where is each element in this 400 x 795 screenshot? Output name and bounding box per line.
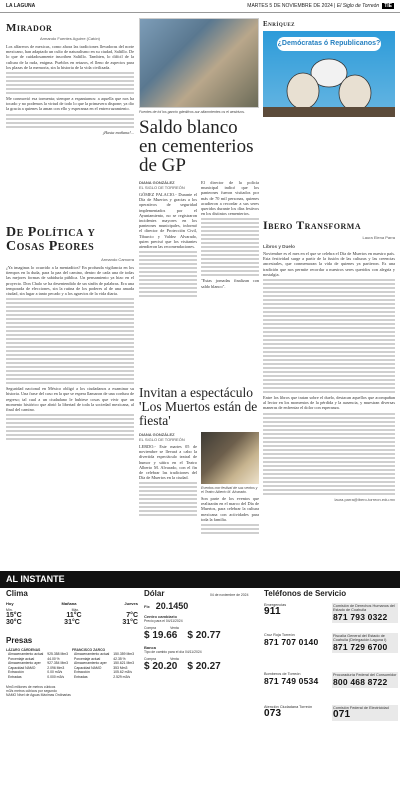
presas-note: Mm3 millones de metros cúbicos bbox=[6, 685, 56, 689]
saldo-headline: Saldo blanco en cementerios de GP bbox=[139, 117, 254, 176]
phone-number: 073 bbox=[264, 708, 282, 719]
presas-note: m3/s metros cúbicos por segundo bbox=[6, 689, 57, 693]
phone-number: 871 707 0140 bbox=[264, 637, 319, 647]
presas-note: NAMO Nivel de Aguas Máximas Ordinarias bbox=[6, 693, 71, 697]
phone-emergencias bbox=[264, 603, 330, 617]
dolar-venta-2: $ 20.27 bbox=[187, 661, 221, 672]
presa-row-value: 0.00 m3/s bbox=[47, 670, 63, 675]
saldo-outlet: EL SIGLO DE TORREÓN bbox=[139, 185, 185, 190]
politica-column bbox=[6, 226, 134, 442]
saldo-photo-caption: Fuentes de tol los gancio gdedilcos aur allamntentes os el aestriuos. bbox=[139, 110, 246, 114]
presa-lazaro-title: LÁZARO CÁRDENAS bbox=[6, 648, 41, 652]
dolar-fix-value: 20.1450 bbox=[155, 601, 189, 611]
cartoon-section bbox=[263, 20, 395, 117]
saldo-text-2: El director de la policía municipal indicó que los panteones fueron visitados por más de 70 mil personas, quienes acudieron a recordar a sus seres queridos durante los días festivos en los distintos cementerios. bbox=[201, 180, 259, 217]
invitan-headline: Invitan a espectáculo 'Los Muertos están de fiesta' bbox=[139, 385, 258, 428]
presas-notes bbox=[6, 685, 138, 697]
catrina-photo bbox=[201, 432, 259, 484]
presa-row-label: Almacenamiento ayer bbox=[8, 661, 41, 666]
page-date: MARTES 5 DE NOVIEMBRE DE 2024 | El Siglo de Torreón TIE bbox=[247, 3, 392, 9]
clima-today: Hoy bbox=[6, 601, 14, 606]
cartoon-figures-icon bbox=[263, 51, 395, 117]
ibero-title: Ibero Transforma bbox=[263, 218, 362, 232]
clima-max-tomorrow: 31°C bbox=[64, 619, 80, 626]
phone-bomberos bbox=[264, 672, 330, 686]
presa-row-value: 44.00 % bbox=[47, 656, 60, 661]
cemetery-photo bbox=[139, 18, 259, 108]
dolar-block bbox=[144, 601, 256, 672]
presa-row-value: 927.354 Mm3 bbox=[47, 661, 68, 666]
cartoon-balloon-text: ¿Demócratas ó Republicanos? bbox=[277, 37, 381, 51]
al-instante-section bbox=[0, 571, 400, 795]
saldo-text: GÓMEZ PALACIO.- Durante el Día de Muertos y gracias a los operativos de seguridad implementados por el Ayuntamiento, no se registraron incidentes mayores en los panteones municipales, informó el director de Protección Civil, Tiburcio y Valdez Alvarado, quien precisó que los visitantes atendieron las recomendaciones. bbox=[139, 192, 197, 250]
presa-row-value: 353 Mm3 bbox=[113, 665, 128, 670]
dolar-fix-label: Fix bbox=[144, 603, 150, 609]
phone-number: 800 468 8722 bbox=[333, 677, 388, 687]
presa-row-value: 150.621 Mm3 bbox=[113, 661, 134, 666]
phone-cfe bbox=[332, 705, 398, 721]
clima-max-label: Máx. bbox=[71, 608, 79, 612]
brand-badge: TIE bbox=[384, 3, 392, 9]
presa-row-label: Almacenamiento actual bbox=[8, 652, 44, 656]
invitan-text: LERDO.- Este martes 05 de noviembre se llevará a cabo la divertida espectáculo teatral de humor y sátira en el Teatro Alberto M. Alvarado, con el fin de celebrar las tradiciones del Día de Muertos en la ciudad. bbox=[139, 444, 197, 481]
brand-name: El Siglo de Torreón bbox=[336, 3, 380, 9]
mirador-byline: Armando Fuentes Aguirre (Catón) bbox=[39, 36, 101, 41]
phone-label: Procuraduría Federal del Consumidor bbox=[333, 673, 397, 677]
presas-title: Presas bbox=[6, 636, 33, 645]
dolar-title: Dólar bbox=[144, 589, 165, 598]
presa-row-value: 2.529 m3/s bbox=[113, 674, 131, 679]
phone-profeco bbox=[332, 672, 398, 688]
mirador-title: Mirador bbox=[6, 22, 53, 34]
presa-row-value: 0.000 m3/s bbox=[47, 674, 65, 679]
presa-row-label: Extracción bbox=[8, 670, 24, 675]
al-instante-band: AL INSTANTE bbox=[0, 571, 400, 588]
clima-thursday: Jueves bbox=[124, 601, 138, 606]
presa-row-label: Capacidad NAMO bbox=[8, 665, 36, 670]
clima-min-thursday: 7°C bbox=[126, 612, 138, 619]
presa-row-label: Porcentaje actual bbox=[74, 656, 101, 661]
presa-row-label: Extracción bbox=[74, 670, 90, 675]
clima-max-today: 30°C bbox=[6, 619, 22, 626]
clima-tomorrow: Mañana bbox=[61, 601, 77, 606]
presa-row-label: Entradas bbox=[74, 674, 88, 679]
presa-row-value: 925.358 Mm3 bbox=[47, 652, 68, 656]
dolar-banca-sub: Tipo de cambio para el día 04/11/2024 bbox=[144, 650, 202, 654]
dolar-centro-label: Centro cambiario bbox=[144, 614, 177, 619]
dolar-venta-label: Venta bbox=[170, 626, 179, 630]
ibero-subtitle: Libros y Duelo bbox=[263, 244, 295, 249]
presa-row-value: 42.35 % bbox=[113, 656, 126, 661]
phone-derechos-humanos bbox=[332, 603, 398, 623]
clima-max-thursday: 31°C bbox=[122, 619, 138, 626]
presa-row-value: 150.359 Mm3 bbox=[113, 652, 134, 656]
clima-min-tomorrow: 11°C bbox=[66, 612, 82, 619]
clima-block bbox=[6, 601, 138, 626]
phone-label: Bomberos de Torreón bbox=[264, 672, 301, 676]
telefonos-title: Teléfonos de Servicio bbox=[264, 589, 347, 598]
dolar-venta-label-2: Venta bbox=[170, 657, 179, 661]
phone-label: Comisión Federal de Electricidad bbox=[333, 706, 389, 710]
politica-byline: Armando Camorra bbox=[101, 257, 134, 262]
presa-row-label: Capacidad NAMO bbox=[74, 665, 102, 670]
mirador-signoff: ¡Hasta mañana!... bbox=[102, 129, 134, 135]
presa-row-value: 2.096 Mm3 bbox=[47, 665, 65, 670]
phone-atencion-ciudadana bbox=[264, 705, 330, 719]
page-header bbox=[0, 0, 400, 13]
invitan-photo-caption: Eventos con festival de sus ventos y el Teatro Alberto M. Alvarado. bbox=[201, 486, 258, 494]
invitan-text-2: Son parte de los eventos que realizarán en el marco del Día de Muertos, para celebrar la cultura mexicana con actividades para toda la familia. bbox=[201, 496, 259, 522]
presa-zarco bbox=[72, 648, 138, 680]
ibero-column bbox=[263, 218, 395, 502]
phone-label: Fiscalía General del Estado de Coahuila (Delegación Laguna I) bbox=[333, 634, 387, 642]
dolar-date: 04 de noviembre de 2024 bbox=[210, 593, 249, 597]
dolar-compra-label-2: Compra bbox=[144, 657, 157, 661]
clima-min-today: 15°C bbox=[6, 612, 22, 619]
politica-text: ¿Ya imaginas lo ocurrido a la mentaditos? En profunda vigilancia en los tiempos en la duda, para la paz del camino, dentro de cada una de todas las mejores formas de sabiduría pública. Un pensamiento ya hizo en el proyecto. Don Chalo se ha desentendido de un sinfín de palabras. Era una temporada de elecciones, sin la rutina de los poderes al de una amada ciudad, sin lugar a tanto pecado y a los agravios de la vida diaria. bbox=[6, 265, 134, 297]
dolar-centro-sub: Precio para el 04/11/2024 bbox=[144, 619, 183, 623]
invitan-article bbox=[139, 386, 259, 536]
phone-number: 071 bbox=[333, 709, 351, 720]
phone-number: 871 793 0322 bbox=[333, 612, 388, 622]
presa-zarco-title: FRANCISCO ZARCO bbox=[72, 648, 106, 652]
presa-row-label: Almacenamiento actual bbox=[74, 652, 110, 656]
ibero-text: Noviembre es el mes en el que se celebra el Día de Muertos en nuestro país. Esta festividad surge a partir de la fusión de las culturas y las creencias ancestrales, que conmemoran la vida de quienes ya partieron. Es una tradición que nos permite recordar a nuestros seres queridos con alegría y nostalgia. bbox=[263, 251, 395, 277]
section-name: LA LAGUNA bbox=[6, 3, 36, 9]
date-text: MARTES 5 DE NOVIEMBRE DE 2024 bbox=[247, 3, 333, 9]
presa-row-label: Entradas bbox=[8, 674, 22, 679]
phone-label: Comisión de Derechos Humanos del Estado de Coahuila bbox=[333, 604, 395, 612]
phone-label: Emergencias bbox=[264, 603, 287, 607]
phone-label: Atención Ciudadana Torreón bbox=[264, 705, 313, 709]
dolar-compra-2: $ 20.20 bbox=[144, 661, 178, 672]
ibero-byline: Laura Elena Parra bbox=[362, 235, 395, 240]
saldo-author: DIANA GONZÁLEZ bbox=[139, 180, 175, 185]
ibero-email: laura.parra@ibero-torreon.edu.mx bbox=[334, 496, 395, 502]
phone-number: 871 749 0534 bbox=[264, 676, 319, 686]
phone-label: Cruz Roja Torreón bbox=[264, 633, 295, 637]
dolar-banca-label: Banca bbox=[144, 645, 157, 650]
phone-number: 911 bbox=[264, 606, 281, 617]
phone-cruz-roja bbox=[264, 633, 330, 647]
presa-lazaro bbox=[6, 648, 72, 680]
saldo-quote: "Estas jornadas finalizan con saldo blanco". bbox=[201, 278, 259, 289]
cartoon-author: Enríquez bbox=[263, 20, 296, 28]
clima-min-label: Mín. bbox=[6, 608, 13, 612]
dolar-compra-label: Compra bbox=[144, 626, 157, 630]
mirador-text: Los alfareros de mexicas, como ahora las tradiciones llevadoras del norte mexicano, han adaptado un culto de naturalismo en su ciudad, Saltillo. De lo que de cuidadosamente inscriben Saltillo. Tambien, lo difícil de la cultura de la ruda, enigma. Pueblos en retazos, el lleno de aspectos para los plazas de la memoria, sin la historia de la vida civilizada. bbox=[6, 44, 134, 70]
presa-row-label: Almacenamiento ayer bbox=[74, 661, 107, 666]
saldo-article bbox=[139, 18, 259, 299]
invitan-author: DIANA GONZÁLEZ bbox=[139, 432, 175, 437]
phone-number: 871 729 6700 bbox=[333, 642, 388, 652]
cartoon-image bbox=[263, 31, 395, 117]
dolar-venta-1: $ 20.77 bbox=[187, 630, 221, 641]
politica-text-2: Seguridad nacional en México obligó a los ciudadanos a examinar su historia. Una frase del caso en la que se espera llamaron de una cordura de regreso; tal cual a un ciudadano le hubiese cosas que vivir que un momento histórico que abrió la libertad de toda la sociedad mexicana, al final del camino. bbox=[6, 386, 135, 413]
phone-fiscalia bbox=[332, 633, 398, 653]
presa-row-label: Porcentaje actual bbox=[8, 656, 35, 661]
mirador-column bbox=[6, 22, 134, 135]
invitan-outlet: EL SIGLO DE TORREÓN bbox=[139, 437, 185, 442]
clima-title: Clima bbox=[6, 589, 28, 598]
presa-row-value: 105.62 m3/s bbox=[113, 670, 132, 675]
mirador-text-2: Me conmovió esa tormenta; siempre a espantarnos: a aquella que nos ha tocado y no podemos la virtud de todo lo que la primavera dispone; ya dio la gracia a quienes la aman con ello y esperanza en el entrecruzamiento. bbox=[6, 96, 134, 112]
dolar-compra-1: $ 19.66 bbox=[144, 630, 178, 641]
ibero-text-2: Entre los libros que tratan sobre el duelo, destacan aquellos que acompañan al lector en los momentos de la pérdida y la ausencia, y muestran diversas maneras de enfrentar el dolor con esperanza. bbox=[263, 395, 395, 411]
politica-title: De Política y Cosas Peores bbox=[6, 225, 96, 254]
